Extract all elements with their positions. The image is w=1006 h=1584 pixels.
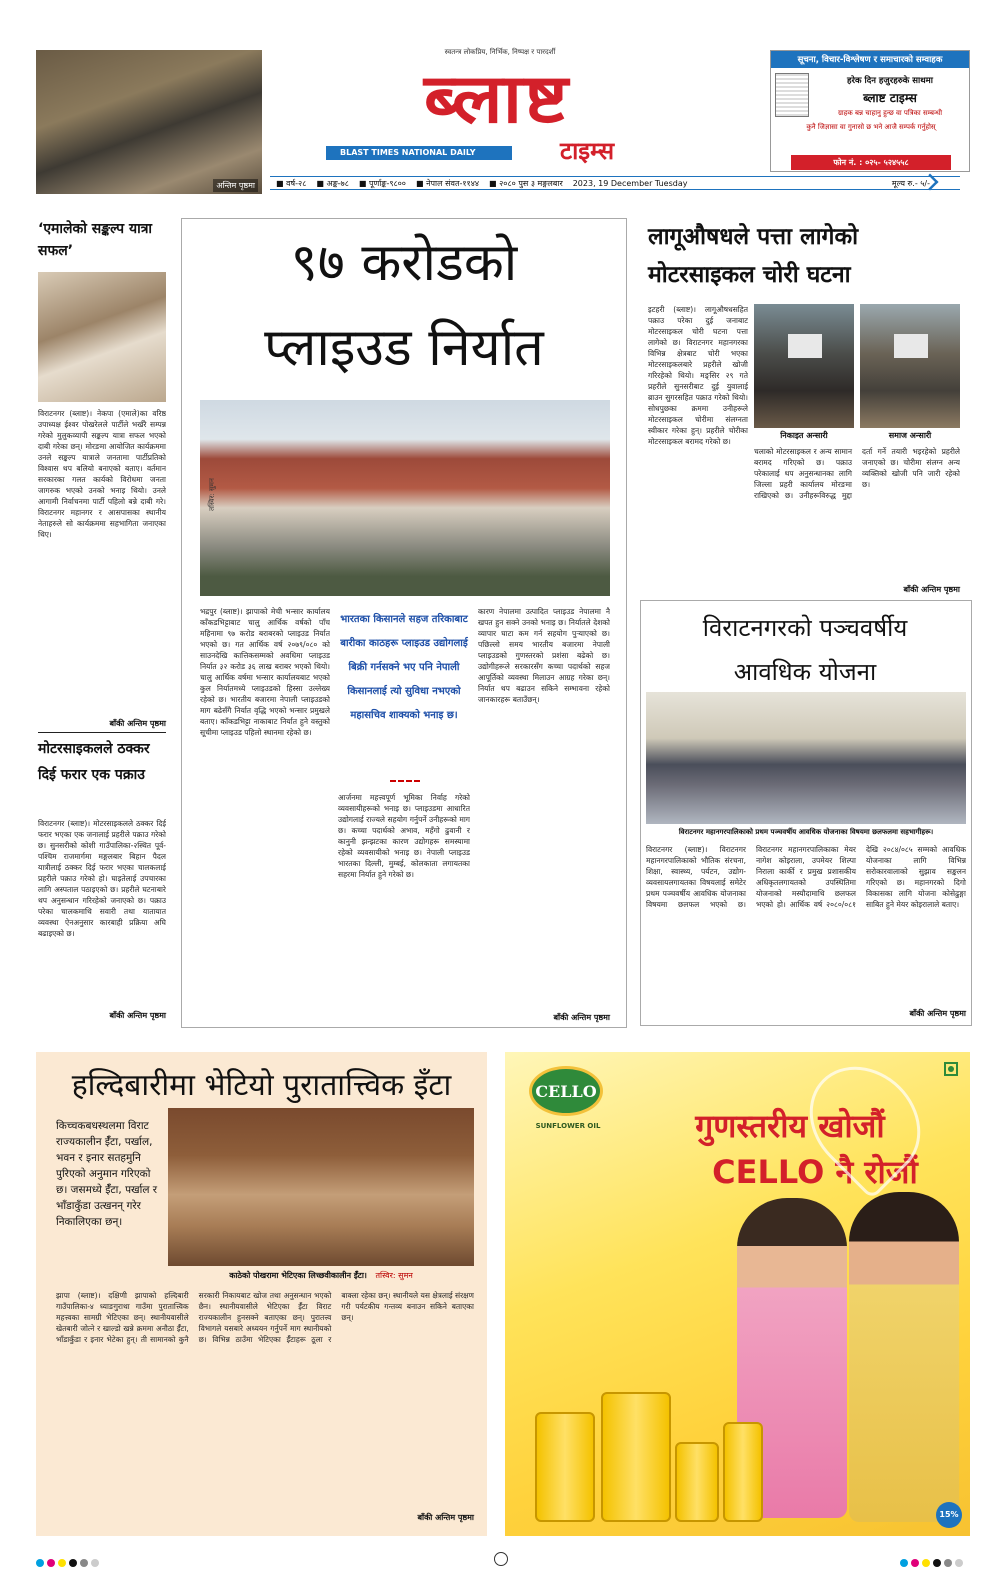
- right-story2-photo: [646, 692, 966, 824]
- suspect2-name: समाज अन्सारी: [888, 431, 932, 440]
- print-marks-right: [900, 1552, 966, 1571]
- info-volume: ■ वर्ष-२८: [276, 179, 307, 188]
- veg-mark-icon: [944, 1062, 958, 1076]
- info-price: मूल्य रु.- ५/-: [891, 179, 930, 188]
- lead-body2: आर्जनमा महत्त्वपूर्ण भूमिका निर्वाह गरेको व्यवसायीहरूको भनाइ छ। प्लाइउडमा आधारित उद्योगलाई राज्यले सहयोग गर्नुपर्ने उनीहरूको माग छ। कच्चा पदार्थको अभाव, महँगो ढुवानी र कानुनी झन्झटका कारण उद्योगहरू समस्यामा रहेको व्यवसायीको भनाइ छ। नेपाली प्लाइउड भारतका दिल्ली, मुम्बई, कोलकाता लगायतका सहरमा निर्यात हुने गरेको छ।: [338, 793, 470, 879]
- cello-product: SUNFLOWER OIL: [535, 1122, 601, 1130]
- left-divider: [38, 732, 166, 733]
- archaeology-title: हल्दिबारीमा भेटियो पुरातात्त्विक इँटा: [71, 1068, 452, 1103]
- promo-line5: कुनै जिज्ञासा वा गुनासो छ भने आजै सम्पर्क गर्नुहोस्: [806, 123, 936, 131]
- archaeology-caption: [168, 1270, 474, 1281]
- left-story2-body: विराटनगर (ब्लाष्ट)। मोटरसाइकलले ठक्कर दिई फरार भएका एक जनालाई प्रहरीले पक्राउ गरेको छ। सुनसरीको कोशी गाउँपालिका-२स्थित पूर्व-पश्चिम राजमार्गमा मङ्गलबार बिहान पैदल यात्रीलाई ठक्कर दिई फरार भएका चालकलाई प्रहरीले पक्राउ गरेको हो। घाइतेलाई उपचारका लागि अस्पताल पठाइएको छ। प्रहरीले घटनाबारे थप अनुसन्धान गरिरहेको जनाएको छ। पक्राउ परेका चालकमाथि सवारी तथा यातायात व्यवस्था ऐनअनुसार कारबाही प्रक्रिया अघि बढाइएको छ।: [38, 819, 166, 938]
- promo-line2: हरेक दिन हजुरहरुके साथमा: [847, 76, 933, 86]
- model2-figure: [849, 1192, 959, 1522]
- archaeology-intro: किच्चकबधस्थलमा विराट राज्यकालीन ईँटा, पर्खाल, भवन र इनार सतहमुनि पुरिएको अनुमान गरिएको छ। जसमध्ये ईँटा, पर्खाल र भाँडाकुँडा उत्खनन् गरेर निकालिएका छन्।: [56, 1120, 158, 1228]
- left-story1-title: ‘एमालेको सङ्कल्प यात्रा सफल’: [38, 221, 153, 259]
- archaeology-photo: [168, 1108, 474, 1266]
- cello-ad[interactable]: [505, 1052, 970, 1536]
- suspect2-photo: [860, 304, 960, 428]
- ad-badge: 15%: [936, 1502, 962, 1528]
- lead-pullquote: भारतका किसानले सहज तरिकाबाट बारीका काठहरू प्लाइउड उद्योगलाई बिक्री गर्नसक्ने भए पनि नेपाली किसानलाई त्यो सुविधा नभएको महासचिव शाक्यको भनाइ छ।: [340, 614, 468, 721]
- ad-headline2: CELLO नै रोजौं: [712, 1153, 918, 1191]
- lead-title-line2: प्लाइउड निर्यात: [264, 318, 544, 378]
- english-name: BLAST TIMES NATIONAL DAILY: [340, 148, 476, 157]
- left-story1-body: विराटनगर (ब्लाष्ट)। नेकपा (एमाले)का वरिष्ठ उपाध्यक्ष ईश्वर पोखरेलले पार्टीले भर्खरै सम्पन्न गरेको मुलुकव्यापी सङ्कल्प यात्रा सफल भएको दाबी गरेका छन्। मोरङमा आयोजित कार्यक्रममा उनले सङ्कल्प यात्राले जनतामा पार्टीप्रतिको विश्वास थप बलियो बनाएको बताए। वर्तमान सरकारका गलत कार्यको विरोधमा जनता जागरुक भएको उनको भनाइ थियो। उनले आगामी निर्वाचनमा पार्टी पहिलो बन्ने दाबी गरे। विराटनगर महानगर र आसपासका स्थानीय नेताहरुले सो कार्यक्रममा सहभागिता जनाएका थिए।: [38, 409, 166, 539]
- promo-phone: फोन नं. : ०२५- ५२४५५८: [791, 155, 951, 170]
- archaeology-photo-credit: तस्विर: सुमन: [375, 1271, 413, 1280]
- right-story2-title: विराटनगरको पञ्चवर्षीय आवधिक योजना: [702, 614, 908, 686]
- info-total: ■ पूर्णाङ्क-९८००: [358, 179, 406, 188]
- info-issue: ■ अङ्क-७८: [316, 179, 349, 188]
- promo-line1: सूचना, विचार-विश्लेषण र समाचारको सम्वाहक: [771, 51, 969, 68]
- info-strip: [270, 176, 960, 190]
- suspect1-blur: [788, 334, 822, 358]
- oil-bottles: [535, 1382, 765, 1522]
- right-story1-title: लागूऔषधले पत्ता लागेको मोटरसाइकल चोरी घटना: [648, 224, 859, 288]
- ad-headline1: गुणस्तरीय खोजौं: [695, 1107, 885, 1145]
- right-story1-body2: चलाको मोटरसाइकल र अन्य सामान बरामद गरिएको छ। पक्राउ परेकालाई थप अनुसन्धानका लागि जिल्ला प्रहरी कार्यालय मोरङमा राखिएको छ। उनीहरूविरुद्ध मुद्दा दर्ता गर्ने तयारी भइरहेको प्रहरीले जनाएको छ। चोरीमा संलग्न अन्य व्यक्तिको खोजी पनि जारी रहेको छ।: [754, 447, 960, 500]
- lead-jump: बाँकी अन्तिम पृष्ठमा: [553, 1013, 610, 1022]
- promo-box: [770, 50, 970, 172]
- lead-photo-credit: तस्विर: सुमन: [207, 478, 216, 511]
- left-story1-jump: बाँकी अन्तिम पृष्ठमा: [109, 719, 166, 728]
- left-story2-title: मोटरसाइकलले ठक्कर दिई फरार एक पक्राउ: [38, 741, 150, 783]
- info-date-np: ■ २०८० पुस ३ मङ्गलबार: [489, 179, 563, 188]
- logo-text: ब्लाष्ट: [423, 59, 571, 139]
- right-story2-jump: बाँकी अन्तिम पृष्ठमा: [909, 1009, 966, 1018]
- cello-brand: CELLO: [535, 1081, 597, 1101]
- promo-line3: ब्लाष्ट टाइम्स: [863, 91, 917, 105]
- cello-logo: [529, 1066, 603, 1116]
- lead-photo: [200, 400, 610, 596]
- english-name-bar: [326, 146, 512, 160]
- newspaper-logo: [322, 58, 672, 148]
- left-story1-photo: [38, 272, 166, 402]
- info-nepal-samvat: ■ नेपाल संवत-११४४: [415, 179, 480, 188]
- logo-sub: टाइम्स: [560, 137, 615, 165]
- masthead-photo-caption: अन्तिम पृष्ठमा: [213, 179, 258, 192]
- info-date-en: 2023, 19 December Tuesday: [572, 179, 688, 188]
- archaeology-jump: बाँकी अन्तिम पृष्ठमा: [417, 1513, 474, 1522]
- suspect1-photo: [754, 304, 854, 428]
- masthead-photo: [36, 50, 262, 194]
- right-story1-body: इटहरी (ब्लाष्ट)। लागूऔषधसहित पक्राउ परेका दुई जनाबाट मोटरसाइकल चोरी घटना पत्ता लागेको छ। विराटनगर महानगरका विभिन्न क्षेत्रबाट चोरी भएका मोटरसाइकलबारे प्रहरीले खोजी गरिरहेको थियो। मङ्सिर २९ गते प्रहरीले सुनसरीबाट दुई युवालाई ब्राउन सुगरसहित पक्राउ गरेको थियो। सोधपुछका क्रममा उनीहरूले मोटरसाइकल चोरीमा संलग्नता स्वीकार गरेका हुन्। प्रहरीले चोरीका मोटरसाइकल बरामद गरेको छ।: [648, 305, 748, 446]
- archaeology-body: झापा (ब्लाष्ट)। दक्षिणी झापाको हल्दिबारी गाउँपालिका-४ ध्याङगुराथा गाउँमा पुरातात्त्विक महत्त्वका सामग्री भेटिएका छन्। स्थानीयवासीले खेतबारी जोत्ने र खाल्डो खन्ने क्रममा अनौठा ईँटा, भाँडाकुँडा र इनार भेटेका हुन्। ती सामानको कुनै सरकारी निकायबाट खोज तथा अनुसन्धान भएको छैन। स्थानीयवासीले भेटिएका ईँटा विराट राज्यकालीन हुनसक्ने बताएका छन्। पुरातत्त्व विभागले यसबारे अध्ययन गर्नुपर्ने माग स्थानीयको छ। विभिन्न ठाउँमा भेटिएका ईँटाहरू ठूला र बाक्ला रहेका छन्। स्थानीयले यस क्षेत्रलाई संरक्षण गरी पर्यटकीय गन्तव्य बनाउन सकिने बताएका छन्।: [56, 1291, 474, 1344]
- lead-body1: भद्रपुर (ब्लाष्ट)। झापाको मेची भन्सार कार्यालय काँकडभिट्टाबाट चालु आर्थिक वर्षको पाँच महिनामा ९७ करोड बराबरको प्लाइउड निर्यात भएको छ। गत आर्थिक वर्ष २०७९/०८० को साउनदेखि कात्तिकसम्मको अवधिमा प्लाइउड निर्यात ३२ करोड ३६ लाख बराबर भएको थियो। चालु आर्थिक वर्षमा भन्सार कार्यालयबाट भएको कुल निर्यातमध्ये प्लाइउडको हिस्सा उल्लेख्य रहेको छ। भारतीय बजारमा नेपाली प्लाइउडको माग बढेसँगै निर्यात वृद्धि भएको भन्सार प्रमुखले बताए। काँकडभिट्टा नाकाबाट निर्यात हुने वस्तुको सूचीमा प्लाइउड पहिलो स्थानमा रहेको छ।: [200, 607, 330, 737]
- lead-title-line1: ९७ करोडको: [290, 233, 518, 293]
- left-story2-jump: बाँकी अन्तिम पृष्ठमा: [109, 1011, 166, 1020]
- suspect2-blur: [894, 334, 928, 358]
- print-mark-center: [494, 1552, 508, 1566]
- pullquote-dots: [390, 780, 420, 784]
- promo-line4: ग्राहक बन्न चाहानु हुन्छ वा पत्रिका सम्बन्धी: [837, 109, 943, 117]
- archaeology-caption-text: काठेको पोखरामा भेटिएका लिच्छवीकालीन ईँटा।: [229, 1271, 367, 1280]
- right-story1-jump: बाँकी अन्तिम पृष्ठमा: [903, 585, 960, 594]
- lead-body3: कारण नेपालमा उत्पादित प्लाइउड नेपालमा नै खपत हुन सक्ने उनको भनाइ छ। निर्यातले देशको व्यापार घाटा कम गर्न सहयोग पुर्‍याएको छ। पछिल्लो समय भारतीय बजारमा नेपाली प्लाइउडको गुणस्तरको प्रशंसा बढेको छ। उद्योगीहरूले सरकारसँग कच्चा पदार्थको सहज आपूर्तिको व्यवस्था मिलाउन आग्रह गरेका छन्। निर्यात थप बढाउन सकिने सम्भावना रहेको जानकारहरू बताउँछन्।: [478, 607, 610, 704]
- suspect1-name: निकाइत अन्सारी: [780, 431, 828, 440]
- promo-newspaper-icon: [775, 73, 809, 117]
- print-marks-left: [36, 1552, 102, 1571]
- masthead-tagline: स्वतन्त्र लोकप्रिय, निर्भिक, निष्पक्ष र पारदर्शी: [444, 48, 556, 56]
- right-story2-caption: विराटनगर महानगरपालिकाको प्रथम पञ्चवर्षीय आवधिक योजनाका विषयमा छलफलमा सहभागीहरू।: [678, 828, 934, 836]
- right-story2-body: विराटनगर (ब्लाष्ट)। विराटनगर महानगरपालिकाको भौतिक संरचना, शिक्षा, स्वास्थ्य, पर्यटन, उद्योग-व्यवसायलगायतका विषयलाई समेटेर प्रथम पञ्चवर्षीय आवधिक योजनाका विषयमा छलफल भएको छ। विराटनगर महानगरपालिकाका मेयर नागेश कोइराला, उपमेयर शिल्पा निराला कार्की र प्रमुख प्रशासकीय अधिकृतलगायतको उपस्थितिमा योजनाको मस्यौदामाथि छलफल भएको हो। आर्थिक वर्ष २०८०/०८१ देखि २०८४/०८५ सम्मको आवधिक योजनाका लागि विभिन्न सरोकारवालाको सुझाव सङ्कलन गरिएको छ। महानगरको दिगो विकासका लागि योजना कोसेढुङ्गा साबित हुने मेयर कोइरालाले बताए।: [646, 845, 966, 909]
